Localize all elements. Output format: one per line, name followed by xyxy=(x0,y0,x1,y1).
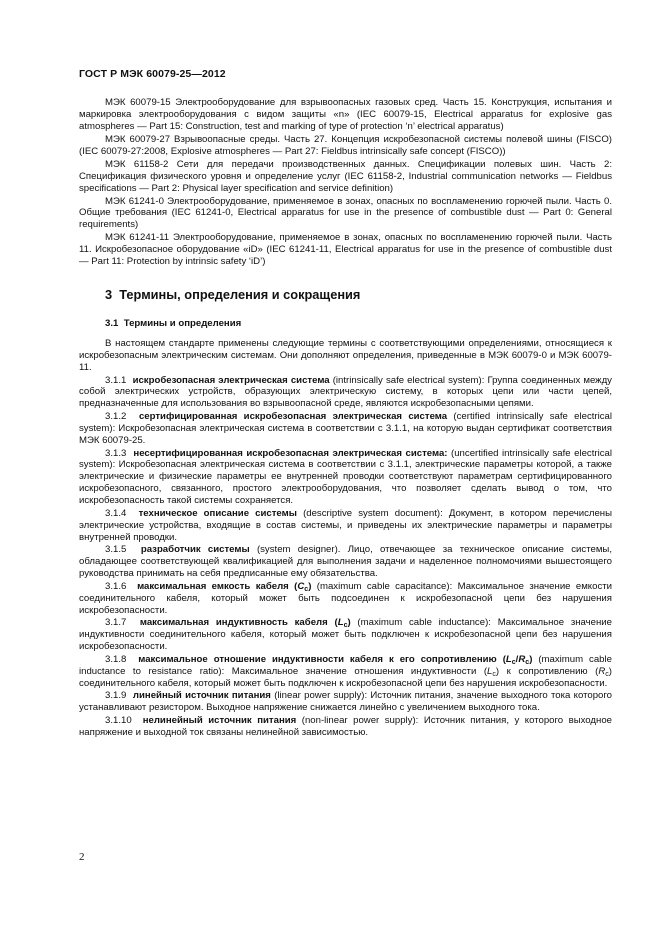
term-name-text: максимальная емкость кабеля ( xyxy=(137,580,298,592)
term-number: 3.1.4 xyxy=(105,507,127,519)
definition-symbol: L xyxy=(487,665,493,677)
term-name: сертифицированная искробезопасная электрическая система xyxy=(138,411,448,423)
definition-symbol-subscript: c xyxy=(605,670,609,678)
term-number: 3.1.5 xyxy=(105,544,127,556)
term-entry xyxy=(79,448,612,507)
term-definition: (linear power supply): Источник питания, значение выходного тока которого устанавливают резистором. Выходное напряжение снижается линейно с увеличением выходного тока. xyxy=(79,690,612,714)
definition-symbol-subscript: c xyxy=(492,670,496,678)
subsection-title: Термины и определения xyxy=(123,318,242,329)
term-symbol: C xyxy=(297,580,305,592)
term-definition: (non-linear power supply): Источник питания, у которого выходное напряжение и выходной ток связаны нелинейной зависимостью. xyxy=(79,715,612,738)
term-symbol-subscript: c xyxy=(304,585,309,593)
reference-item: МЭК 60079-15 Электрооборудование для взрывоопасных газовых сред. Часть 15. Конструкция, испытания и маркировка электрооборудования с видом защиты «n» (IEC 60079-15, Electrical apparatus for explosive gas atmospheres — Part 15: Construction, test and marking of type of protection ‘n’ electrical apparatus) xyxy=(79,97,612,132)
term-entry xyxy=(79,544,612,580)
term-entry xyxy=(79,411,612,447)
terms-list xyxy=(79,338,612,739)
term-name: нелинейный источник питания xyxy=(142,715,297,727)
normative-references xyxy=(79,97,612,268)
reference-item: МЭК 61158-2 Сети для передачи производственных данных. Спецификации полевых шин. Часть 2: Спецификация физического уровня и определение услуг (IEC 61158-2, Industrial communication networks — Fieldbus specifications — Part 2: Physical layer specification and service definition) xyxy=(79,158,612,194)
term-entry xyxy=(79,654,612,690)
term-name-end: ) xyxy=(308,580,312,592)
page-number: 2 xyxy=(79,851,85,863)
term-entry xyxy=(79,375,612,411)
term-definition: (maximum cable capacitance): Максимальное значение емкости соединительного кабеля, который может быть подсоединен к искробезопасной цепи без нарушения искробезопасности. xyxy=(79,580,612,616)
term-definition: (maximum cable inductance): Максимальное значение индуктивности соединительного кабеля, который может быть подключен к искробезопасной цепи без нарушения искробезопасности. xyxy=(79,617,612,653)
term-name xyxy=(138,654,532,665)
term-definition: (maximum cable inductance to resistance ratio): Максимальное значение отношения индуктивности ( xyxy=(79,653,612,677)
subsection-number: 3.1 xyxy=(105,318,119,329)
reference-item: МЭК 61241-0 Электрооборудование, применяемое в зонах, опасных по воспламенению горючей пыли. Часть 0. Общие требования (IEC 61241-0, Electrical apparatus for use in the presence of combustible dust — Part 0: General requirements) xyxy=(79,195,612,231)
page-content xyxy=(79,97,612,740)
reference-item: МЭК 61241-11 Электрооборудование, применяемое в зонах, опасных по воспламенению горючей пыли. Часть 11. Искробезопасное оборудование «iD» (IEC 61241-11, Electrical apparatus for use in the presence of combustible dust — Part 11: Protection by intrinsic safety ‘iD’) xyxy=(79,232,612,268)
term-definition: (uncertified intrinsically safe electrical system): Искробезопасная электрическая система в соответствии с 3.1.1, электрические параметры которой, а также электрические и физические параметры ее внутренней проводки соответствуют параметрам сертифицированного искробезопасного, связанного, простого электрооборудования, что позволяет сделать вывод о том, что искробезопасность такой системы сохраняется. xyxy=(79,447,612,506)
term-definition-cont: ) к сопротивлению ( xyxy=(495,665,599,677)
section-title: Термины, определения и сокращения xyxy=(119,287,361,302)
term-number: 3.1.8 xyxy=(105,653,127,665)
document-header: ГОСТ Р МЭК 60079-25—2012 xyxy=(79,68,226,80)
term-entry xyxy=(79,508,612,544)
term-name xyxy=(137,581,311,592)
term-number: 3.1.1 xyxy=(105,374,127,386)
term-entry xyxy=(79,715,612,739)
term-name: разработчик системы xyxy=(140,544,250,556)
term-symbol-subscript: c xyxy=(525,658,530,666)
term-name: несертифицированная искробезопасная электрическая система: xyxy=(133,447,448,459)
term-symbol: L xyxy=(337,617,344,629)
term-definition: (system designer). Лицо, отвечающее за техническое описание системы, обладающее соответствующей квалификацией для выполнения задачи и наделенное полномочиями вышестоящего руководства принимать на себя предписанные ему обязательства. xyxy=(79,544,612,580)
term-definition: (intrinsically safe electrical system): Группа соединенных между собой электрических устройств, образующих электрическую систему, в которых цепи или части цепей, предназначенные для использования во взрывоопасной среде, являются искробезопасными цепями. xyxy=(79,374,612,410)
term-name-text: максимальная индуктивность кабеля ( xyxy=(139,617,338,629)
term-symbol-slash: / xyxy=(515,653,519,665)
term-entry xyxy=(79,617,612,653)
term-number: 3.1.3 xyxy=(105,447,127,459)
section-heading xyxy=(79,287,612,302)
reference-item: МЭК 60079-27 Взрывоопасные среды. Часть 27. Концепция искробезопасной системы полевой шины (FISCO) (IEC 60079-27:2008, Explosive atmospheres — Part 27: Fieldbus intrinsically safe concept (FISCO)) xyxy=(79,133,612,157)
term-entry xyxy=(79,690,612,714)
term-number: 3.1.6 xyxy=(105,580,127,592)
intro-paragraph: В настоящем стандарте применены следующие термины с соответствующими определениями, относящиеся к искробезопасным электрическим системам. Они дополняют определения, приведенные в МЭК 60079-0 и МЭК 60079-11. xyxy=(79,338,612,373)
term-name-text: максимальное отношение индуктивности кабеля к его сопротивлению ( xyxy=(138,653,506,665)
term-definition: (descriptive system document): Документ, в котором перечислены электрические устройства, входящие в состав системы, и приведены их электрические параметры и параметры внутренней проводки. xyxy=(79,507,613,543)
term-symbol: L xyxy=(505,653,512,665)
definition-symbol: R xyxy=(598,665,606,677)
term-definition: (certified intrinsically safe electrical system): Искробезопасная электрическая система в соответствии с 3.1.1, на которую выдан сертификат соответствия МЭК 60079-25. xyxy=(79,411,612,446)
term-name: техническое описание системы xyxy=(138,507,297,519)
term-name-end: ) xyxy=(529,653,533,665)
term-number: 3.1.9 xyxy=(105,690,127,702)
term-symbol-subscript: c xyxy=(511,658,516,666)
term-number: 3.1.7 xyxy=(105,617,127,629)
subsection-heading xyxy=(79,318,612,330)
term-definition-cont: ) соединительного кабеля, который может быть подключен к искробезопасной цепи без нарушения искробезопасности. xyxy=(79,665,612,689)
term-name-end: ) xyxy=(347,617,351,629)
section-number: 3 xyxy=(105,287,113,302)
term-number: 3.1.10 xyxy=(105,715,132,727)
term-entry xyxy=(79,581,612,617)
term-name xyxy=(140,617,351,628)
term-symbol-subscript: c xyxy=(343,622,348,630)
term-symbol: R xyxy=(518,653,526,665)
term-name: линейный источник питания xyxy=(132,690,271,702)
term-number: 3.1.2 xyxy=(105,411,127,423)
term-name: искробезопасная электрическая система xyxy=(132,374,330,386)
